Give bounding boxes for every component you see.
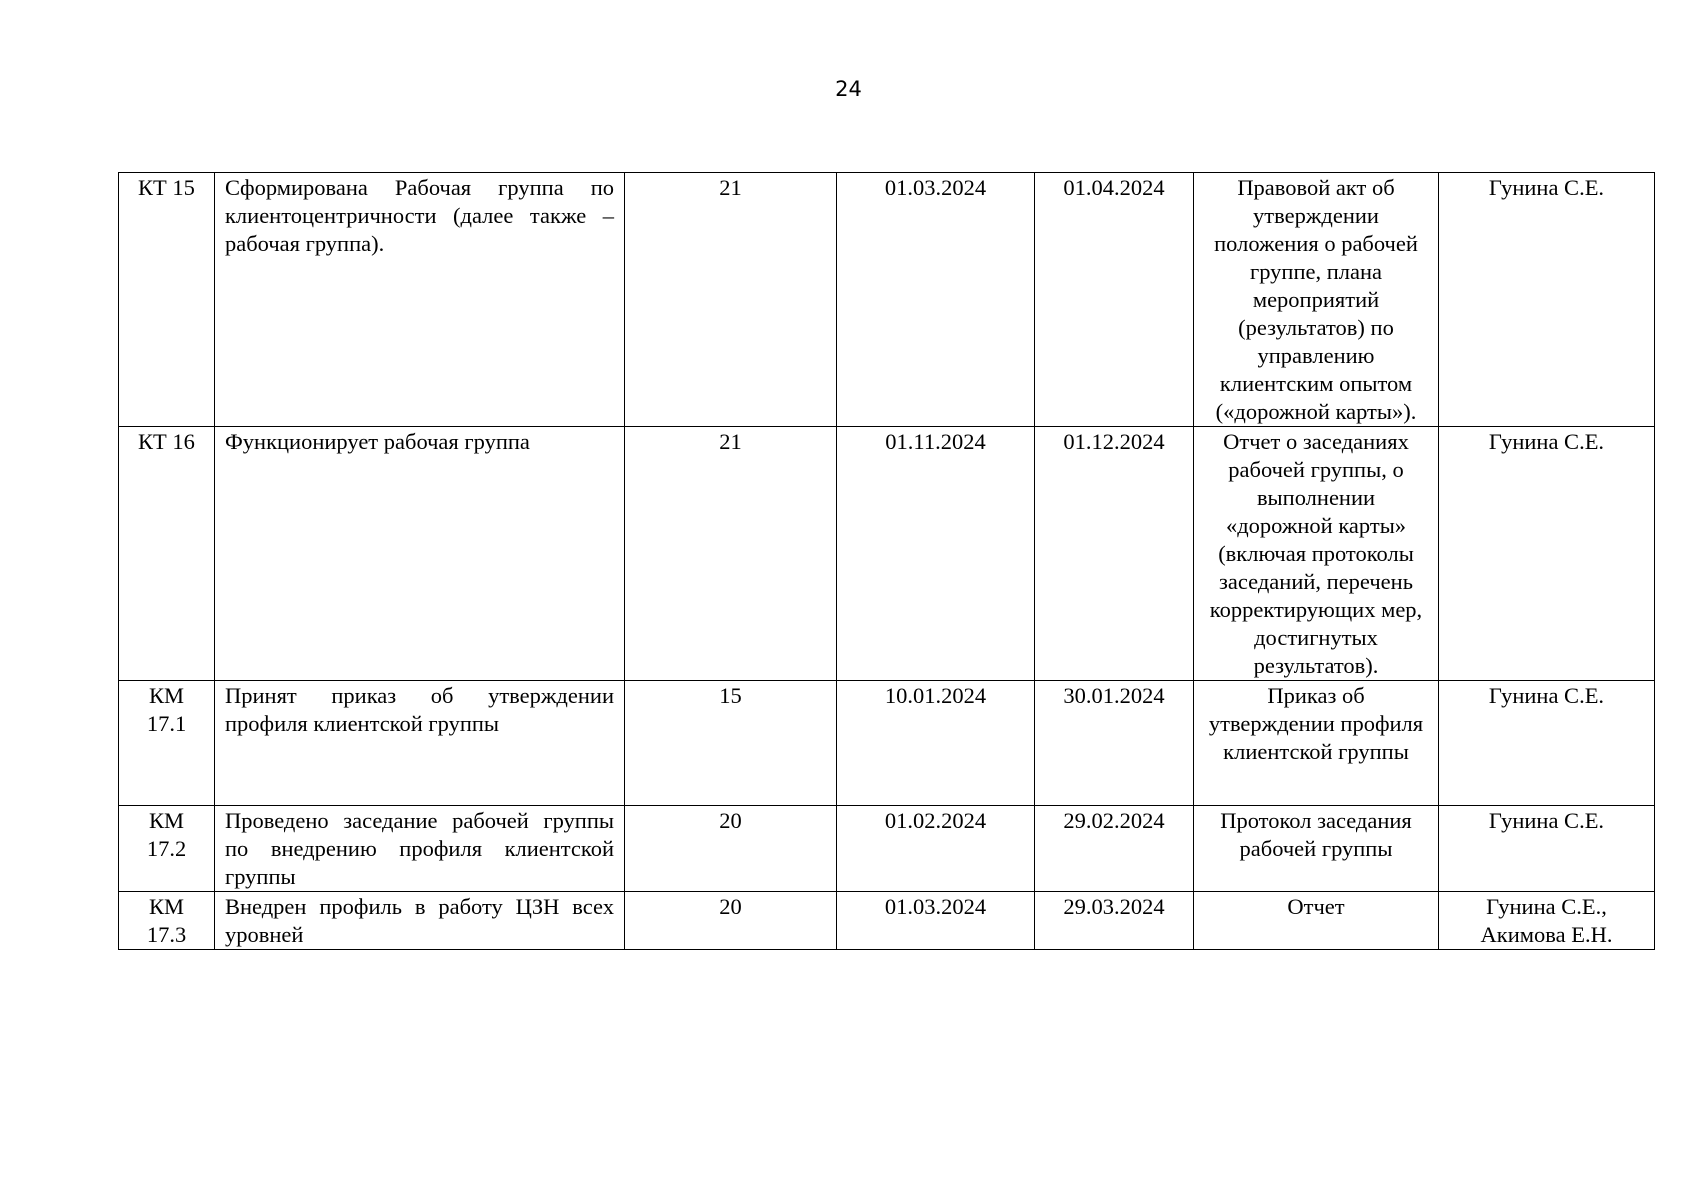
row-start-date: 01.03.2024 — [837, 892, 1035, 950]
row-start-date: 01.11.2024 — [837, 427, 1035, 681]
table-row — [119, 427, 1655, 681]
row-document: Приказ об утверждении профиля клиентской группы — [1194, 681, 1439, 806]
row-number: 21 — [625, 173, 837, 427]
table-row — [119, 892, 1655, 950]
row-end-date: 29.03.2024 — [1035, 892, 1194, 950]
row-code: КТ 15 — [119, 173, 215, 427]
row-code: КМ 17.3 — [119, 892, 215, 950]
row-description: Сформирована Рабочая группа по клиентоцентричности (далее также – рабочая группа). — [215, 173, 625, 427]
row-document: Правовой акт об утверждении положения о рабочей группе, плана мероприятий (результатов) по управлению клиентским опытом («дорожной карты»). — [1194, 173, 1439, 427]
plan-table — [118, 172, 1655, 950]
row-description: Внедрен профиль в работу ЦЗН всех уровней — [215, 892, 625, 950]
row-code: КТ 16 — [119, 427, 215, 681]
row-document: Отчет — [1194, 892, 1439, 950]
row-start-date: 10.01.2024 — [837, 681, 1035, 806]
row-number: 20 — [625, 806, 837, 892]
row-responsible: Гунина С.Е. — [1439, 427, 1655, 681]
row-description: Проведено заседание рабочей группы по внедрению профиля клиентской группы — [215, 806, 625, 892]
row-responsible: Гунина С.Е. — [1439, 173, 1655, 427]
row-start-date: 01.02.2024 — [837, 806, 1035, 892]
row-code: КМ 17.1 — [119, 681, 215, 806]
row-description: Функционирует рабочая группа — [215, 427, 625, 681]
row-code: КМ 17.2 — [119, 806, 215, 892]
row-document: Протокол заседания рабочей группы — [1194, 806, 1439, 892]
table-row — [119, 806, 1655, 892]
row-description: Принят приказ об утверждении профиля клиентской группы — [215, 681, 625, 806]
row-end-date: 01.04.2024 — [1035, 173, 1194, 427]
row-end-date: 30.01.2024 — [1035, 681, 1194, 806]
row-responsible: Гунина С.Е. — [1439, 806, 1655, 892]
row-end-date: 29.02.2024 — [1035, 806, 1194, 892]
table-row — [119, 173, 1655, 427]
row-document: Отчет о заседаниях рабочей группы, о выполнении «дорожной карты» (включая протоколы заседаний, перечень корректирующих мер, достигнутых результатов). — [1194, 427, 1439, 681]
row-number: 20 — [625, 892, 837, 950]
row-number: 15 — [625, 681, 837, 806]
row-end-date: 01.12.2024 — [1035, 427, 1194, 681]
table-row — [119, 681, 1655, 806]
row-responsible: Гунина С.Е., Акимова Е.Н. — [1439, 892, 1655, 950]
page-number: 24 — [835, 77, 862, 101]
row-responsible: Гунина С.Е. — [1439, 681, 1655, 806]
row-start-date: 01.03.2024 — [837, 173, 1035, 427]
row-number: 21 — [625, 427, 837, 681]
